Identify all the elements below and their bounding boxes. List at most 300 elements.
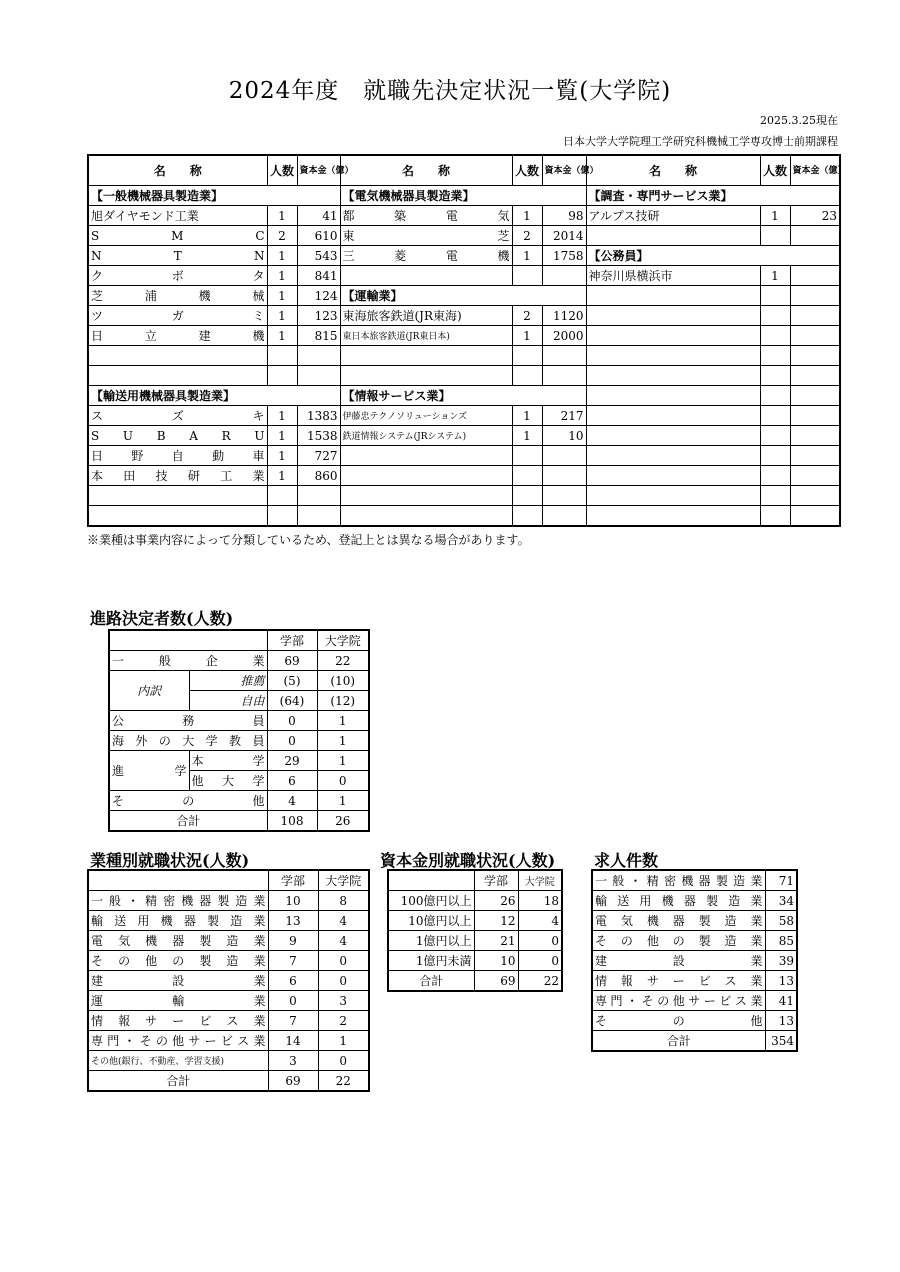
empty-cell	[542, 346, 586, 366]
jobs-value: 85	[765, 931, 797, 951]
empty-cell	[512, 266, 542, 286]
career-label: 海 外 の 大 学 教 員	[109, 731, 267, 751]
section-label: 【調査・専門サービス業】	[586, 186, 840, 206]
industry-grad: 2	[318, 1011, 369, 1031]
company-name-text: ス ズ キ	[91, 409, 265, 423]
empty-cell	[586, 426, 760, 446]
jobs-label-text: 輸 送 用 機 器 製 造 業	[595, 894, 763, 908]
company-count: 1	[267, 426, 297, 446]
main-row	[88, 346, 840, 366]
main-row	[88, 306, 840, 326]
jobs-label-text: そ の 他 の 製 造 業	[595, 934, 763, 948]
main-row	[88, 246, 840, 266]
empty-cell	[267, 346, 297, 366]
main-row	[88, 426, 840, 446]
company-name	[88, 266, 267, 286]
company-name	[88, 466, 267, 486]
industry-ug: 10	[268, 891, 318, 911]
company-name-text: 芝 浦 機 械	[91, 289, 265, 303]
career-total-ug: 108	[267, 811, 317, 832]
main-row	[88, 206, 840, 226]
empty-cell	[586, 506, 760, 527]
empty-cell	[512, 366, 542, 386]
capital-table	[387, 869, 563, 992]
main-row	[88, 446, 840, 466]
capital-label: 100億円以上	[388, 891, 474, 911]
capital-row	[388, 951, 562, 971]
industry-label-text: そ の 他 の 製 造 業	[91, 954, 266, 968]
jobs-label	[592, 951, 765, 971]
career-label: そ の 他	[109, 791, 267, 811]
empty-cell	[586, 226, 760, 246]
capital-total-row	[388, 971, 562, 992]
empty-cell	[542, 466, 586, 486]
industry-grad: 4	[318, 911, 369, 931]
capital-ug: 21	[474, 931, 518, 951]
col-ug-header: 学部	[268, 870, 318, 891]
main-row	[88, 266, 840, 286]
career-grad: 1	[317, 751, 369, 771]
company-capital: 217	[542, 406, 586, 426]
empty-cell	[512, 486, 542, 506]
career-ug: 6	[267, 771, 317, 791]
company-capital: 41	[297, 206, 340, 226]
empty-cell	[790, 406, 840, 426]
industry-row	[88, 891, 369, 911]
capital-ug: 26	[474, 891, 518, 911]
empty-cell	[340, 346, 512, 366]
company-name-text: 都 築 電 気	[342, 209, 510, 223]
jobs-label	[592, 1011, 765, 1031]
company-count: 1	[760, 266, 790, 286]
company-name	[340, 426, 512, 446]
industry-label-text: 情 報 サ ー ビ ス 業	[91, 1014, 266, 1028]
industry-label	[88, 911, 268, 931]
capital-row	[388, 931, 562, 951]
empty-cell	[760, 446, 790, 466]
industry-label-text: 一 般 ・ 精 密 機 器 製 造 業	[91, 894, 266, 908]
company-count: 1	[760, 206, 790, 226]
industry-row	[88, 931, 369, 951]
industry-grad: 0	[318, 971, 369, 991]
industry-grad: 1	[318, 1031, 369, 1051]
company-capital: 123	[297, 306, 340, 326]
jobs-label	[592, 991, 765, 1011]
jobs-row	[592, 951, 797, 971]
jobs-row	[592, 971, 797, 991]
jobs-row	[592, 991, 797, 1011]
company-count: 1	[512, 206, 542, 226]
industry-ug: 9	[268, 931, 318, 951]
breakdown-label: 内訳	[109, 671, 189, 711]
industry-ug: 13	[268, 911, 318, 931]
company-name	[88, 286, 267, 306]
empty-cell	[586, 366, 760, 386]
career-grad: (10)	[317, 671, 369, 691]
company-capital: 124	[297, 286, 340, 306]
jobs-total-value: 354	[765, 1031, 797, 1052]
industry-total-ug: 69	[268, 1071, 318, 1092]
company-name-text: 鉄道情報システム(JRシステム)	[342, 432, 467, 442]
career-label: 推薦	[189, 671, 267, 691]
company-capital: 815	[297, 326, 340, 346]
company-capital: 1538	[297, 426, 340, 446]
industry-label-text: 電 気 機 器 製 造 業	[91, 934, 266, 948]
empty-cell	[297, 486, 340, 506]
company-capital: 543	[297, 246, 340, 266]
company-name	[88, 206, 267, 226]
empty-cell	[760, 466, 790, 486]
industry-ug: 7	[268, 951, 318, 971]
career-ug: (64)	[267, 691, 317, 711]
blank-cell	[88, 870, 268, 891]
col-grad-header: 大学院	[318, 870, 369, 891]
company-name-text: 伊藤忠テクノソリューションズ	[342, 412, 468, 422]
main-row	[88, 226, 840, 246]
empty-cell	[760, 226, 790, 246]
jobs-label	[592, 931, 765, 951]
company-name-text: 本 田 技 研 工 業	[91, 469, 265, 483]
empty-cell	[760, 286, 790, 306]
industry-total-row	[88, 1071, 369, 1092]
empty-cell	[790, 326, 840, 346]
company-capital: 727	[297, 446, 340, 466]
col-capital-header: 資本金（億）	[790, 155, 840, 186]
jobs-total-label: 合計	[592, 1031, 765, 1052]
capital-label: 10億円以上	[388, 911, 474, 931]
jobs-row	[592, 891, 797, 911]
industry-grad: 8	[318, 891, 369, 911]
jobs-total-row	[592, 1031, 797, 1052]
empty-cell	[760, 386, 790, 406]
industry-grad: 4	[318, 931, 369, 951]
industry-row	[88, 971, 369, 991]
col-ug-header: 学部	[267, 630, 317, 651]
company-name	[88, 446, 267, 466]
page-title: 2024年度 就職先決定状況一覧(大学院)	[228, 78, 672, 104]
empty-cell	[542, 366, 586, 386]
industry-total-label: 合計	[88, 1071, 268, 1092]
company-name	[340, 326, 512, 346]
jobs-label-text: 電 気 機 器 製 造 業	[595, 914, 763, 928]
jobs-label-text: 情 報 サ ー ビ ス 業	[595, 974, 763, 988]
industry-grad: 0	[318, 1051, 369, 1071]
col-count-header: 人数	[760, 155, 790, 186]
empty-cell	[340, 466, 512, 486]
company-name	[88, 246, 267, 266]
empty-cell	[512, 346, 542, 366]
industry-table	[87, 869, 370, 1092]
company-count: 1	[267, 446, 297, 466]
header-row	[88, 870, 369, 891]
career-label: 公 務 員	[109, 711, 267, 731]
empty-cell	[512, 446, 542, 466]
empty-cell	[760, 306, 790, 326]
empty-cell	[297, 346, 340, 366]
empty-cell	[267, 366, 297, 386]
company-name	[340, 226, 512, 246]
section-label: 【一般機械器具製造業】	[88, 186, 340, 206]
company-count: 1	[267, 406, 297, 426]
jobs-label	[592, 911, 765, 931]
industry-row	[88, 911, 369, 931]
empty-cell	[790, 466, 840, 486]
industry-row	[88, 1051, 369, 1071]
empty-cell	[586, 446, 760, 466]
company-name	[88, 326, 267, 346]
industry-label	[88, 1031, 268, 1051]
company-name-text: 日 立 建 機	[91, 329, 265, 343]
jobs-value: 34	[765, 891, 797, 911]
capital-total-label: 合計	[388, 971, 474, 992]
jobs-label	[592, 870, 765, 891]
industry-row	[88, 1011, 369, 1031]
career-ug: 0	[267, 711, 317, 731]
company-count: 1	[267, 206, 297, 226]
industry-label-text: 建 設 業	[91, 974, 266, 988]
empty-cell	[760, 326, 790, 346]
career-label: 自由	[189, 691, 267, 711]
company-capital	[790, 266, 840, 286]
industry-ug: 6	[268, 971, 318, 991]
empty-cell	[586, 486, 760, 506]
capital-label: 1億円以上	[388, 931, 474, 951]
jobs-row	[592, 911, 797, 931]
empty-cell	[542, 266, 586, 286]
employment-table	[87, 154, 847, 527]
main-header-row	[88, 155, 840, 186]
empty-cell	[586, 286, 760, 306]
company-name	[586, 266, 760, 286]
company-capital: 2000	[542, 326, 586, 346]
empty-cell	[297, 366, 340, 386]
empty-cell	[790, 486, 840, 506]
company-count: 1	[512, 406, 542, 426]
empty-cell	[512, 466, 542, 486]
empty-cell	[340, 366, 512, 386]
col-grad-header: 大学院	[317, 630, 369, 651]
industry-row	[88, 991, 369, 1011]
jobs-value: 13	[765, 1011, 797, 1031]
career-grad: 1	[317, 731, 369, 751]
company-name	[340, 246, 512, 266]
main-row	[88, 506, 840, 527]
empty-cell	[586, 466, 760, 486]
company-count: 1	[512, 426, 542, 446]
main-row	[88, 406, 840, 426]
industry-ug: 0	[268, 991, 318, 1011]
company-name-text: 東 芝	[342, 229, 510, 243]
jobs-label-text: 専 門 ・ そ の 他 サ ー ビ ス 業	[595, 994, 763, 1008]
company-capital: 23	[790, 206, 840, 226]
jobs-label-text: 建 設 業	[595, 954, 763, 968]
empty-cell	[586, 306, 760, 326]
company-name-text: 三 菱 電 機	[342, 249, 510, 263]
empty-cell	[542, 486, 586, 506]
empty-cell	[760, 486, 790, 506]
col-name-header: 名 称	[88, 155, 267, 186]
main-row	[88, 186, 840, 206]
advance-label: 進 学	[109, 751, 189, 791]
company-count: 2	[512, 306, 542, 326]
jobs-value: 39	[765, 951, 797, 971]
empty-cell	[88, 346, 267, 366]
industry-grad: 3	[318, 991, 369, 1011]
career-total-label: 合計	[109, 811, 267, 832]
company-capital: 1758	[542, 246, 586, 266]
company-name	[340, 206, 512, 226]
jobs-table	[591, 869, 798, 1052]
main-row	[88, 486, 840, 506]
empty-cell	[512, 506, 542, 527]
empty-cell	[790, 506, 840, 527]
empty-cell	[88, 506, 267, 527]
industry-label-text: 運 輸 業	[91, 994, 266, 1008]
empty-cell	[297, 506, 340, 527]
career-ug: 0	[267, 731, 317, 751]
capital-title: 資本金別就職状況(人数)	[380, 851, 556, 870]
empty-cell	[790, 226, 840, 246]
empty-cell	[340, 486, 512, 506]
career-title: 進路決定者数(人数)	[90, 609, 234, 628]
company-capital: 98	[542, 206, 586, 226]
industry-title: 業種別就職状況(人数)	[90, 851, 250, 870]
footnote: ※業種は事業内容によって分類しているため、登記上とは異なる場合があります。	[87, 533, 530, 547]
capital-total-grad: 22	[518, 971, 562, 992]
company-name-text: 神奈川県横浜市	[588, 269, 673, 283]
company-count: 1	[267, 466, 297, 486]
empty-cell	[790, 286, 840, 306]
jobs-value: 41	[765, 991, 797, 1011]
company-capital: 2014	[542, 226, 586, 246]
company-name-text: 東日本旅客鉄道(JR東日本)	[342, 332, 450, 342]
col-ug-header: 学部	[474, 870, 518, 891]
company-name-text: S M C	[91, 228, 265, 243]
company-count: 1	[267, 326, 297, 346]
career-grad: 22	[317, 651, 369, 671]
company-capital: 841	[297, 266, 340, 286]
empty-cell	[760, 366, 790, 386]
empty-cell	[340, 506, 512, 527]
jobs-row	[592, 1011, 797, 1031]
industry-label-text: その他(銀行、不動産、学習支援)	[91, 1057, 225, 1067]
jobs-row	[592, 931, 797, 951]
industry-ug: 14	[268, 1031, 318, 1051]
industry-label-text: 輸 送 用 機 器 製 造 業	[91, 914, 266, 928]
jobs-label	[592, 971, 765, 991]
career-table	[108, 629, 370, 832]
career-grad: 1	[317, 711, 369, 731]
empty-cell	[790, 306, 840, 326]
company-count: 2	[512, 226, 542, 246]
main-row	[88, 286, 840, 306]
career-total-grad: 26	[317, 811, 369, 832]
empty-cell	[267, 506, 297, 527]
main-row	[88, 466, 840, 486]
career-grad: 0	[317, 771, 369, 791]
company-name-text: アルプス技研	[588, 209, 660, 223]
company-name	[586, 206, 760, 226]
capital-ug: 12	[474, 911, 518, 931]
empty-cell	[586, 346, 760, 366]
col-name-header: 名 称	[340, 155, 512, 186]
empty-cell	[790, 426, 840, 446]
career-ug: 4	[267, 791, 317, 811]
industry-total-grad: 22	[318, 1071, 369, 1092]
career-ug: 69	[267, 651, 317, 671]
capital-grad: 0	[518, 931, 562, 951]
industry-grad: 0	[318, 951, 369, 971]
company-count: 1	[512, 326, 542, 346]
section-label: 【情報サービス業】	[340, 386, 586, 406]
jobs-row	[592, 870, 797, 891]
empty-cell	[340, 266, 512, 286]
company-name-text: N T N	[91, 248, 265, 263]
jobs-label-text: そ の 他	[595, 1014, 763, 1028]
col-count-header: 人数	[512, 155, 542, 186]
capital-ug: 10	[474, 951, 518, 971]
section-label: 【輸送用機械器具製造業】	[88, 386, 340, 406]
capital-row	[388, 891, 562, 911]
jobs-title: 求人件数	[594, 851, 659, 870]
company-capital: 1120	[542, 306, 586, 326]
header-row	[388, 870, 562, 891]
industry-label	[88, 1051, 268, 1071]
company-name-text: ク ボ タ	[91, 269, 265, 283]
company-count: 1	[267, 306, 297, 326]
empty-cell	[760, 406, 790, 426]
col-name-header: 名 称	[586, 155, 760, 186]
company-name	[88, 226, 267, 246]
industry-label	[88, 1011, 268, 1031]
col-capital-header: 資本金（億）	[297, 155, 340, 186]
career-label: 一 般 企 業	[109, 651, 267, 671]
career-grad: 1	[317, 791, 369, 811]
report-date: 2025.3.25現在	[760, 114, 838, 127]
section-label: 【運輸業】	[340, 286, 586, 306]
col-grad-header: 大学院	[518, 870, 562, 891]
company-capital: 1383	[297, 406, 340, 426]
capital-label: 1億円未満	[388, 951, 474, 971]
industry-row	[88, 1031, 369, 1051]
empty-cell	[340, 446, 512, 466]
industry-label	[88, 971, 268, 991]
department-name: 日本大学大学院理工学研究科機械工学専攻博士前期課程	[563, 135, 838, 148]
empty-cell	[790, 346, 840, 366]
empty-cell	[790, 386, 840, 406]
industry-label	[88, 931, 268, 951]
company-capital: 860	[297, 466, 340, 486]
company-count: 1	[267, 266, 297, 286]
empty-cell	[88, 486, 267, 506]
empty-cell	[760, 346, 790, 366]
empty-cell	[267, 486, 297, 506]
company-name-text: S U B A R U	[91, 428, 265, 443]
empty-cell	[760, 426, 790, 446]
company-count: 1	[267, 286, 297, 306]
industry-label	[88, 891, 268, 911]
company-name	[88, 426, 267, 446]
empty-cell	[586, 406, 760, 426]
capital-row	[388, 911, 562, 931]
company-count: 2	[267, 226, 297, 246]
company-count: 1	[267, 246, 297, 266]
blank-cell	[109, 630, 267, 651]
company-count: 1	[512, 246, 542, 266]
main-row	[88, 386, 840, 406]
company-name	[340, 406, 512, 426]
col-count-header: 人数	[267, 155, 297, 186]
